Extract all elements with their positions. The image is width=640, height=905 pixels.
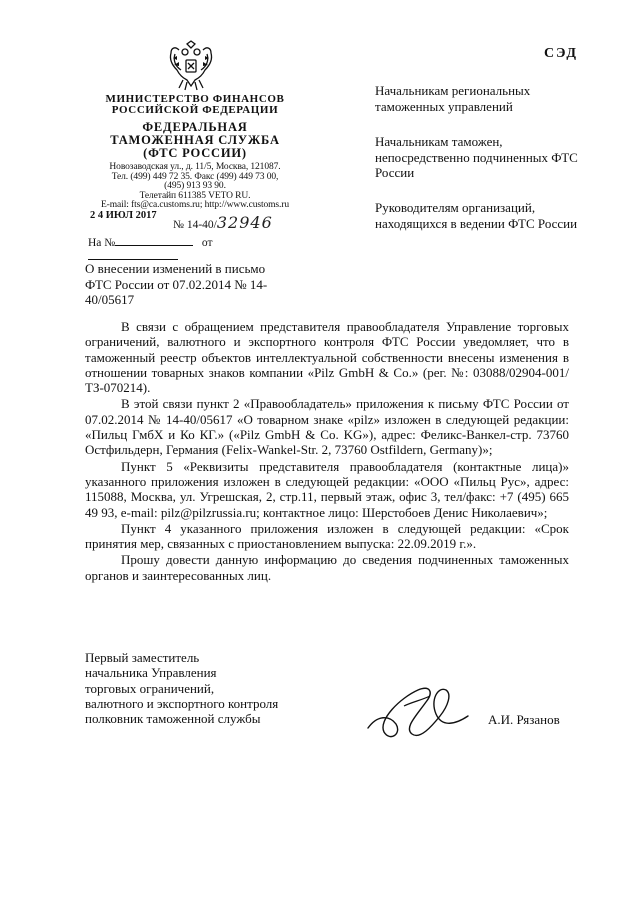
ministry-line: РОССИЙСКОЙ ФЕДЕРАЦИИ [111,104,279,116]
signatory-position [85,650,325,726]
ministry-name [95,94,295,116]
address-line: Телетайп 611385 VETO RU. [139,190,251,201]
sed-mark: СЭД [543,46,578,61]
position-line: полковник таможенной службы [85,711,261,727]
coat-of-arms-emblem [165,40,217,92]
position-line: Первый заместитель [85,650,200,665]
body-paragraph: Пункт 4 указанного приложения изложен в следующей редакции: «Срок принятия мер, связанных с приостановлением выпуска: 22.09.2019 г.». [85,520,569,552]
body-paragraph: В связи с обращением представителя правообладателя Управление торговых ограничений, валютного и экспортного контроля ФТС России уведомляет, что в таможенный реестр объектов интеллектуальной собственности внесены изменения в отношении товарных знаков компании «Pilz GmbH & Co.» (рег. №: 03088/02904-001/ТЗ-070214). [85,319,569,396]
reference-line [88,235,298,263]
letter-subject: О внесении изменений в письмо ФТС России от 07.02.2014 № 14-40/05617 [85,261,268,307]
address-line: E-mail: fts@ca.customs.ru; http://www.customs.ru [100,200,290,211]
handwritten-signature [360,676,480,746]
reg-number-handwritten: 32946 [216,213,273,232]
signatory-name: А.И. Рязанов [488,712,560,727]
reference-date-blank [88,249,178,260]
recipient-block: Начальникам региональных таможенных управлений [375,83,531,114]
service-line: ФЕДЕРАЛЬНАЯ [142,120,248,134]
address-block [95,163,295,211]
service-name [95,121,295,160]
service-line: (ФТС РОССИИ) [143,146,247,160]
address-line: (495) 913 93 90. [164,181,226,192]
reg-number [173,213,273,232]
reference-date-label: от [201,237,213,249]
position-line: начальника Управления [85,665,217,681]
reference-number-label: На № [88,237,116,249]
reg-number-prefix: № 14-40/ [173,219,217,231]
reference-number-blank [115,235,193,246]
address-line: Тел. (499) 449 72 35. Факс (499) 449 73 00, [111,171,279,182]
body-paragraph: Пункт 5 «Реквизиты представителя правообладателя (контактные лица)» указанного приложения изложен в следующей редакции: «ООО «Пильц Рус», адрес: 115088, Москва, ул. Угрешская, 2, стр.11, первый этаж, офис 3, тел/факс: +7 (495) 665 49 93, e-mail: pilz@pilzrussia.ru; контактное лицо: Шерстобоев Денис Николаевич»; [85,458,569,520]
body-paragraph: В этой связи пункт 2 «Правообладатель» приложения к письму ФТС России от 07.02.2014 № 14-40/05617 «О товарном знаке «pilz» изложен в следующей редакции: «Пильц ГмбХ и Ко КГ.» («Pilz GmbH & Co. KG»), адрес: Феликс-Ванкел-стр. 73760 Остфильдерн, Германия (Felix-Wankel-Str. 2, 73760 Ostfildern, Germany)»; [85,396,569,458]
recipient-block: Руководителям организаций, находящихся в ведении ФТС России [375,200,578,231]
letter-body [85,319,569,584]
address-line: Новозаводская ул., д. 11/5, Москва, 121087. [109,162,281,172]
recipient-block: Начальникам таможен, непосредственно подчиненных ФТС России [375,134,578,180]
ministry-line: МИНИСТЕРСТВО ФИНАНСОВ [105,93,285,105]
body-paragraph: Прошу довести данную информацию до сведения подчиненных таможенных органов и заинтересованных лиц. [85,552,569,583]
service-line: ТАМОЖЕННАЯ СЛУЖБА [110,133,280,147]
reg-date-stamp: 2 4 ИЮЛ 2017 [90,210,157,221]
position-line: валютного и экспортного контроля [85,695,279,711]
position-line: торговых ограничений, [85,680,215,696]
